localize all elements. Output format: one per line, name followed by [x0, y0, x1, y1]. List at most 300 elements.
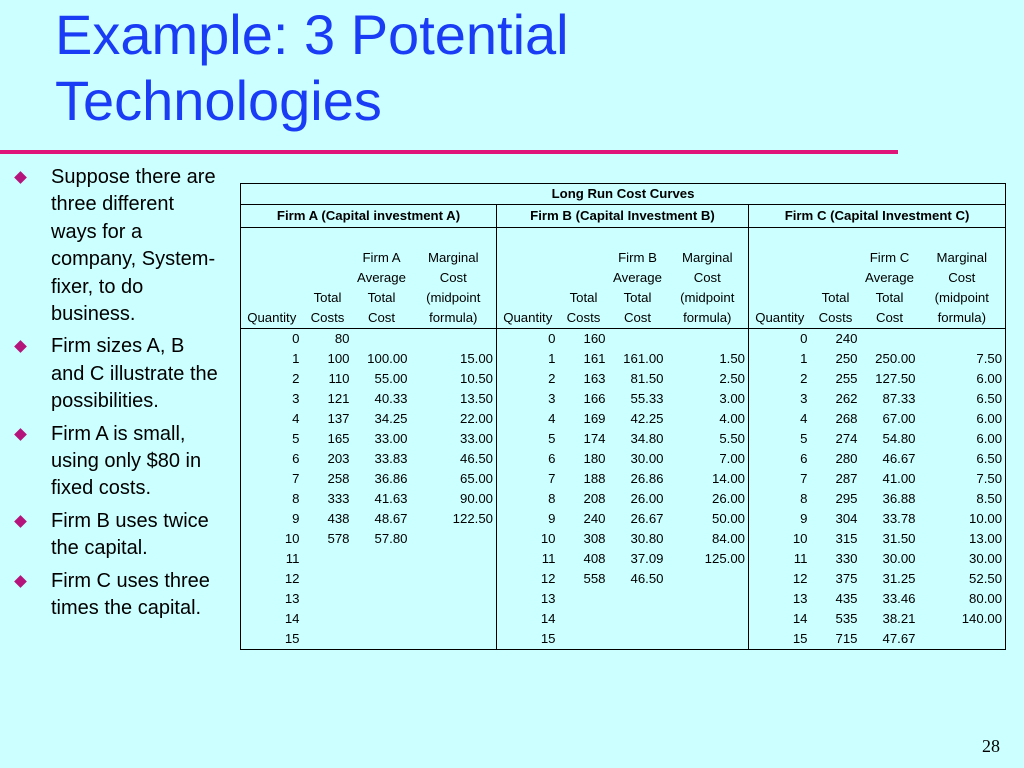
table-cell: 10: [749, 529, 811, 549]
spacer-cell: [861, 228, 919, 249]
table-cell: 9: [497, 509, 559, 529]
table-cell: 6.50: [919, 389, 1006, 409]
column-header-cell: Total: [313, 290, 342, 305]
table-cell: 7: [241, 469, 303, 489]
table-cell: 13: [497, 589, 559, 609]
table-row: [241, 609, 1006, 629]
table-cell: 36.88: [882, 491, 916, 506]
table-cell: 262: [835, 391, 858, 406]
table-cell: 6.50: [919, 449, 1006, 469]
table-cell: 26.86: [630, 471, 664, 486]
table-cell: 7: [497, 469, 559, 489]
table-cell: 14: [749, 609, 811, 629]
diamond-bullet-icon: [14, 428, 27, 441]
table-cell: 2: [497, 369, 559, 389]
table-cell: 161.00: [623, 351, 664, 366]
table-cell: 36.86: [374, 471, 408, 486]
table-cell: [353, 569, 411, 589]
table-cell: 52.50: [919, 569, 1006, 589]
table-cell: 161: [583, 351, 606, 366]
table-cell: 55.33: [630, 391, 664, 406]
column-header-cell: Quantity: [241, 308, 303, 329]
bullet-text: Firm A is small, using only $80 in fixed costs.: [51, 422, 202, 500]
table-row: [241, 429, 1006, 449]
table-cell: 3.00: [719, 391, 745, 406]
table-cell: 255: [835, 371, 858, 386]
table-cell: 6.00: [919, 369, 1006, 389]
table-row: [241, 629, 1006, 650]
table-body: [241, 228, 1006, 650]
bullet-text: Suppose there are three different ways for a company, System-fixer, to do business.: [51, 166, 216, 326]
table-row: [241, 529, 1006, 549]
table-cell: 26.00: [711, 491, 745, 506]
table-cell: 14.00: [711, 471, 745, 486]
table-cell: 295: [835, 491, 858, 506]
column-header-cell: [497, 288, 559, 308]
column-header-cell: Average: [613, 270, 662, 285]
bullet-text: Firm C uses three times the capital.: [51, 569, 210, 620]
table-cell: 11: [749, 549, 811, 569]
table-cell: 87.33: [882, 391, 916, 406]
table-cell: [353, 549, 411, 569]
table-cell: [667, 629, 749, 650]
table-cell: 268: [835, 411, 858, 426]
bullet-item: [14, 164, 219, 328]
table-cell: 166: [583, 391, 606, 406]
spacer-cell: [241, 228, 303, 249]
spacer-cell: [811, 228, 861, 249]
table-cell: 47.67: [861, 629, 919, 650]
table-cell: [667, 609, 749, 629]
table-row: [241, 449, 1006, 469]
table-cell: 90.00: [459, 491, 493, 506]
bullet-item: [14, 508, 219, 563]
table-cell: 7: [749, 469, 811, 489]
table-cell: 438: [327, 511, 350, 526]
table-row: [241, 369, 1006, 389]
table-row: [241, 589, 1006, 609]
table-cell: 46.50: [459, 451, 493, 466]
table-cell: 5.50: [719, 431, 745, 446]
column-header-cell: (midpoint: [426, 290, 481, 305]
table-cell: [559, 589, 609, 609]
table-cell: [353, 609, 411, 629]
table-cell: 1.50: [719, 351, 745, 366]
table-cell: [667, 569, 749, 589]
bullet-text: Firm B uses twice the capital.: [51, 509, 209, 560]
table-cell: 1: [241, 349, 303, 369]
table-cell: [609, 609, 667, 629]
table-cell: 30.80: [630, 531, 664, 546]
column-header-cell: formula): [411, 308, 497, 329]
table-cell: [609, 629, 667, 650]
table-cell: 280: [835, 451, 858, 466]
table-cell: 165: [327, 431, 350, 446]
column-header-cell: Quantity: [749, 308, 811, 329]
table-cell: 5: [241, 429, 303, 449]
table-cell: 180: [583, 451, 606, 466]
table-cell: 8.50: [919, 489, 1006, 509]
table-cell: 188: [583, 471, 606, 486]
table-cell: [861, 329, 919, 350]
table-cell: 6: [749, 449, 811, 469]
table-cell: 250.00: [875, 351, 916, 366]
table-cell: 2.50: [719, 371, 745, 386]
table-cell: 122.50: [452, 511, 493, 526]
slide-title-line-1: Example: 3 Potential: [55, 3, 569, 66]
column-header-cell: Cost: [919, 268, 1006, 288]
slide-title-line-2: Technologies: [55, 69, 382, 132]
table-cell: 408: [583, 551, 606, 566]
table-cell: 6: [497, 449, 559, 469]
column-header-row: [241, 248, 1006, 268]
spacer-cell: [411, 228, 497, 249]
table-cell: [353, 629, 411, 650]
table-cell: [411, 589, 497, 609]
table-cell: [303, 549, 353, 569]
table-cell: 100: [327, 351, 350, 366]
column-header-cell: [749, 288, 811, 308]
bullet-list: [14, 164, 219, 628]
table-cell: 13.00: [919, 529, 1006, 549]
table-cell: 140.00: [919, 609, 1006, 629]
table-cell: 435: [835, 591, 858, 606]
table-cell: 274: [835, 431, 858, 446]
table-cell: 11: [497, 549, 559, 569]
column-header-cell: Marginal: [919, 248, 1006, 268]
table-cell: 250: [835, 351, 858, 366]
table-cell: 10.50: [459, 371, 493, 386]
table-row: [241, 349, 1006, 369]
table-cell: 2: [241, 369, 303, 389]
table-cell: 308: [583, 531, 606, 546]
table-cell: 15.00: [459, 351, 493, 366]
table-row: [241, 509, 1006, 529]
cost-table-container: [240, 183, 1005, 650]
table-cell: 240: [835, 331, 858, 346]
table-cell: 333: [327, 491, 350, 506]
table-cell: 11: [241, 549, 303, 569]
table-cell: 160: [583, 331, 606, 346]
table-row: [241, 549, 1006, 569]
table-row: [241, 569, 1006, 589]
spacer-cell: [497, 228, 559, 249]
table-cell: 2: [749, 369, 811, 389]
table-cell: 34.25: [374, 411, 408, 426]
bullet-item: [14, 333, 219, 415]
table-cell: [667, 329, 749, 350]
spacer-cell: [749, 228, 811, 249]
table-cell: [411, 629, 497, 650]
table-cell: 41.00: [882, 471, 916, 486]
table-cell: [303, 589, 353, 609]
table-cell: 0: [749, 329, 811, 350]
firm-c-header: Firm C (Capital Investment C): [749, 205, 1006, 228]
table-cell: [411, 609, 497, 629]
table-cell: 33.83: [374, 451, 408, 466]
table-cell: 84.00: [711, 531, 745, 546]
column-header-cell: Total: [367, 290, 396, 305]
column-header-cell: Costs: [303, 308, 353, 329]
table-title: Long Run Cost Curves: [241, 184, 1006, 205]
table-row: [241, 389, 1006, 409]
table-cell: [303, 629, 353, 650]
table-cell: 8: [497, 489, 559, 509]
table-cell: 4.00: [719, 411, 745, 426]
table-cell: 169: [583, 411, 606, 426]
table-cell: 4: [497, 409, 559, 429]
table-cell: 37.09: [630, 551, 664, 566]
table-cell: 315: [835, 531, 858, 546]
table-cell: 125.00: [704, 551, 745, 566]
table-cell: 15: [497, 629, 559, 650]
table-cell: 12: [497, 569, 559, 589]
column-header-cell: (midpoint: [680, 290, 735, 305]
spacer-cell: [353, 228, 411, 249]
column-header-cell: [559, 268, 609, 288]
table-cell: 14: [497, 609, 559, 629]
table-cell: 7.00: [719, 451, 745, 466]
table-cell: 54.80: [882, 431, 916, 446]
table-cell: [411, 549, 497, 569]
table-cell: 46.67: [882, 451, 916, 466]
column-header-cell: Firm A: [362, 250, 401, 265]
table-cell: 558: [583, 571, 606, 586]
table-cell: 1: [497, 349, 559, 369]
table-cell: 174: [583, 431, 606, 446]
table-cell: 80: [334, 331, 350, 346]
spacer-cell: [919, 228, 1006, 249]
column-header-cell: [241, 268, 303, 288]
spacer-cell: [609, 228, 667, 249]
table-cell: 3: [749, 389, 811, 409]
diamond-bullet-icon: [14, 171, 27, 184]
bullet-item: [14, 568, 219, 623]
table-cell: [303, 609, 353, 629]
table-cell: [919, 329, 1006, 350]
table-cell: 30.00: [882, 551, 916, 566]
page-number: 28: [982, 736, 1000, 756]
spacer-cell: [303, 228, 353, 249]
table-cell: 578: [327, 531, 350, 546]
table-cell: 50.00: [711, 511, 745, 526]
table-row: [241, 469, 1006, 489]
table-cell: 8: [749, 489, 811, 509]
table-cell: 80.00: [919, 589, 1006, 609]
table-cell: 100.00: [367, 351, 408, 366]
table-cell: [559, 609, 609, 629]
table-cell: 258: [327, 471, 350, 486]
diamond-bullet-icon: [14, 575, 27, 588]
table-cell: [667, 589, 749, 609]
column-header-cell: formula): [919, 308, 1006, 329]
table-cell: 13: [749, 589, 811, 609]
column-header-cell: Marginal: [427, 250, 479, 265]
table-cell: 0: [497, 329, 559, 350]
table-cell: 48.67: [374, 511, 408, 526]
column-header-cell: [749, 248, 811, 268]
table-cell: 9: [241, 509, 303, 529]
column-header-cell: [559, 248, 609, 268]
column-header-cell: Cost: [861, 308, 919, 329]
diamond-bullet-icon: [14, 515, 27, 528]
column-header-cell: Total: [821, 290, 850, 305]
table-cell: 57.80: [374, 531, 408, 546]
table-cell: 535: [835, 611, 858, 626]
table-cell: 7.50: [919, 349, 1006, 369]
column-header-cell: [303, 248, 353, 268]
column-header-cell: [241, 248, 303, 268]
table-cell: 1: [749, 349, 811, 369]
table-cell: 67.00: [882, 411, 916, 426]
table-cell: 55.00: [374, 371, 408, 386]
table-cell: 304: [835, 511, 858, 526]
table-cell: 163: [583, 371, 606, 386]
table-cell: 30.00: [919, 549, 1006, 569]
table-cell: 6.00: [919, 409, 1006, 429]
table-cell: 31.50: [882, 531, 916, 546]
table-cell: 6.00: [919, 429, 1006, 449]
table-cell: 34.80: [630, 431, 664, 446]
table-cell: 203: [327, 451, 350, 466]
table-cell: 7.50: [919, 469, 1006, 489]
column-header-cell: [497, 248, 559, 268]
column-header-cell: [497, 268, 559, 288]
table-cell: 33.78: [882, 511, 916, 526]
table-cell: 81.50: [630, 371, 664, 386]
table-cell: 13: [241, 589, 303, 609]
table-cell: 375: [835, 571, 858, 586]
table-cell: 33.00: [374, 431, 408, 446]
table-cell: [919, 629, 1006, 650]
table-cell: 12: [241, 569, 303, 589]
table-cell: 287: [835, 471, 858, 486]
column-header-cell: formula): [667, 308, 749, 329]
table-cell: 30.00: [630, 451, 664, 466]
table-cell: 65.00: [459, 471, 493, 486]
spacer-cell: [559, 228, 609, 249]
column-header-row: [241, 268, 1006, 288]
column-header-cell: Marginal: [681, 250, 733, 265]
table-cell: 41.63: [374, 491, 408, 506]
table-row: [241, 489, 1006, 509]
table-cell: 110: [328, 371, 350, 386]
table-cell: 14: [241, 609, 303, 629]
long-run-cost-table: [240, 183, 1006, 650]
table-cell: 127.50: [875, 371, 916, 386]
diamond-bullet-icon: [14, 341, 27, 354]
table-cell: 0: [241, 329, 303, 350]
slide-title: [55, 2, 569, 134]
table-cell: 3: [497, 389, 559, 409]
column-header-cell: [303, 268, 353, 288]
table-cell: [411, 329, 497, 350]
table-row: [241, 409, 1006, 429]
table-cell: 26.00: [630, 491, 664, 506]
column-header-cell: Costs: [559, 308, 609, 329]
column-header-cell: [749, 268, 811, 288]
spacer-cell: [667, 228, 749, 249]
column-header-cell: [811, 248, 861, 268]
bullet-text: Firm sizes A, B and C illustrate the possibilities.: [51, 335, 218, 413]
table-cell: 40.33: [374, 391, 408, 406]
firm-a-header: Firm A (Capital investment A): [241, 205, 497, 228]
table-cell: 5: [497, 429, 559, 449]
table-cell: [609, 329, 667, 350]
table-cell: [411, 569, 497, 589]
table-cell: 208: [583, 491, 606, 506]
table-cell: [353, 589, 411, 609]
column-header-cell: Firm C: [869, 250, 910, 265]
table-cell: [303, 569, 353, 589]
column-header-row: [241, 308, 1006, 329]
table-cell: 15: [749, 629, 811, 650]
column-header-cell: Average: [865, 270, 914, 285]
table-cell: 5: [749, 429, 811, 449]
table-cell: 12: [749, 569, 811, 589]
table-row: [241, 329, 1006, 350]
table-cell: 10: [497, 529, 559, 549]
column-header-cell: Cost: [693, 270, 721, 285]
column-header-cell: [241, 288, 303, 308]
table-cell: 13.50: [459, 391, 493, 406]
table-cell: [559, 629, 609, 650]
column-header-cell: Quantity: [497, 308, 559, 329]
table-cell: 33.46: [882, 591, 916, 606]
table-cell: 33.00: [459, 431, 493, 446]
table-cell: 46.50: [630, 571, 664, 586]
table-cell: 6: [241, 449, 303, 469]
table-cell: 240: [583, 511, 606, 526]
title-divider: [0, 150, 898, 154]
table-cell: 4: [241, 409, 303, 429]
table-cell: 715: [811, 629, 861, 650]
column-header-cell: (midpoint: [919, 288, 1006, 308]
column-header-cell: Total: [569, 290, 598, 305]
column-header-cell: Firm B: [618, 250, 657, 265]
table-cell: [609, 589, 667, 609]
firm-b-header: Firm B (Capital Investment B): [497, 205, 749, 228]
column-header-cell: Costs: [811, 308, 861, 329]
column-header-cell: [811, 268, 861, 288]
column-header-cell: Cost: [439, 270, 467, 285]
table-cell: 9: [749, 509, 811, 529]
table-cell: [353, 329, 411, 350]
bullet-item: [14, 421, 219, 503]
table-cell: 42.25: [630, 411, 664, 426]
table-cell: 137: [327, 411, 350, 426]
table-cell: 121: [327, 391, 350, 406]
table-cell: 4: [749, 409, 811, 429]
table-cell: 26.67: [630, 511, 664, 526]
column-header-row: [241, 288, 1006, 308]
column-header-cell: Cost: [353, 308, 411, 329]
table-cell: 31.25: [882, 571, 916, 586]
table-cell: 330: [835, 551, 858, 566]
table-cell: 22.00: [459, 411, 493, 426]
column-header-cell: Average: [357, 270, 406, 285]
table-cell: 3: [241, 389, 303, 409]
table-cell: [411, 529, 497, 549]
table-cell: 10.00: [919, 509, 1006, 529]
table-cell: 10: [241, 529, 303, 549]
column-header-cell: Total: [875, 290, 904, 305]
table-cell: 15: [241, 629, 303, 650]
column-header-cell: Cost: [609, 308, 667, 329]
column-header-cell: Total: [623, 290, 652, 305]
table-cell: 8: [241, 489, 303, 509]
table-cell: 38.21: [882, 611, 916, 626]
